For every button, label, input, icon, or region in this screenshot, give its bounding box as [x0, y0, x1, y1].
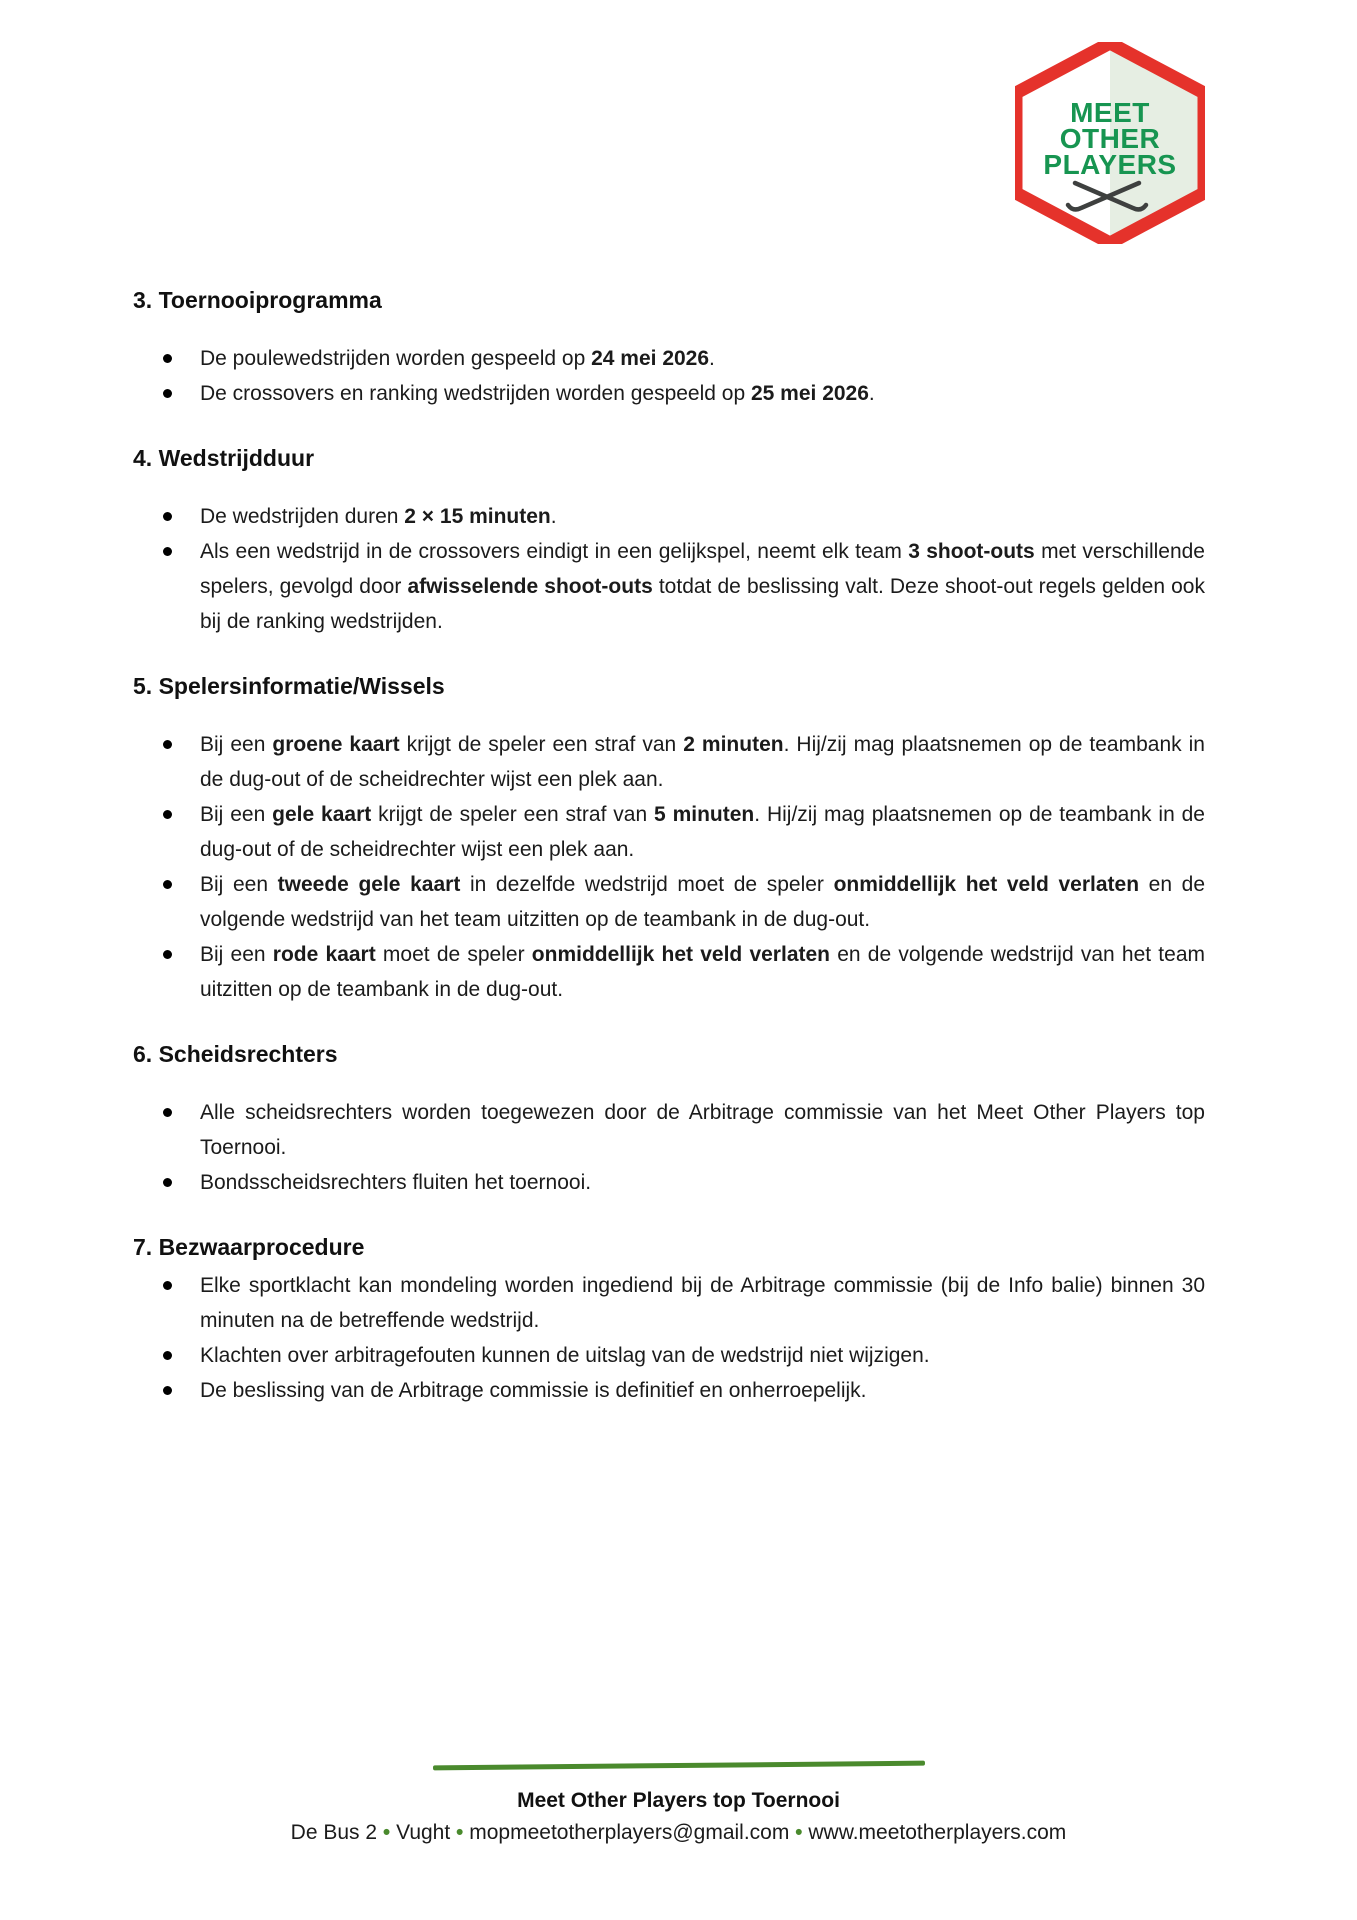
bullet-marker-icon [163, 547, 172, 556]
section-heading: 7. Bezwaarprocedure [133, 1234, 365, 1260]
footer-address-part: Vught [396, 1821, 451, 1844]
bullet-marker-icon [163, 354, 172, 363]
logo-text-line: PLAYERS [1043, 149, 1177, 180]
meet-other-players-logo [1015, 42, 1205, 244]
separator-dot: • [377, 1821, 397, 1844]
bullet-text: Bij een rode kaart moet de speler onmiddellijk het veld verlaten en de volgende wedstrijd van het team uitzitten op de teambank in de dug-out. [200, 943, 1205, 1001]
bullet-text: De poulewedstrijden worden gespeeld op 24 mei 2026. [200, 347, 715, 370]
bullet-marker-icon [163, 1281, 172, 1290]
section-heading: 4. Wedstrijdduur [133, 445, 315, 471]
bullet-item [133, 797, 1205, 867]
bullet-marker-icon [163, 810, 172, 819]
document-section [133, 444, 1205, 639]
document-section [133, 672, 1205, 1007]
footer-title: Meet Other Players top Toernooi [517, 1789, 840, 1812]
bullet-marker-icon [163, 1108, 172, 1117]
bullet-marker-icon [163, 950, 172, 959]
section-heading: 6. Scheidsrechters [133, 1041, 338, 1067]
bullet-item [133, 1268, 1205, 1338]
logo-text-line: OTHER [1059, 123, 1161, 154]
separator-dot: • [789, 1821, 809, 1844]
bullet-text: De wedstrijden duren 2 × 15 minuten. [200, 505, 557, 528]
bullet-marker-icon [163, 1386, 172, 1395]
document-section [133, 1233, 1205, 1408]
bullet-item [133, 1373, 1205, 1408]
bullet-text: Bondsscheidsrechters fluiten het toernooi. [200, 1171, 592, 1194]
bullet-item [133, 727, 1205, 797]
logo-badge [1015, 42, 1205, 244]
bullet-text: Als een wedstrijd in de crossovers eindigt in een gelijkspel, neemt elk team 3 shoot-outs met verschillende spelers, gevolgd door afwisselende shoot-outs totdat de beslissing valt. Deze shoot-out regels gelden ook bij de ranking wedstrijden. [200, 540, 1205, 633]
bullet-text: Klachten over arbitragefouten kunnen de uitslag van de wedstrijd niet wijzigen. [200, 1344, 930, 1367]
bullet-text: Alle scheidsrechters worden toegewezen door de Arbitrage commissie van het Meet Other Players top Toernooi. [200, 1101, 1205, 1159]
bullet-item [133, 499, 1205, 534]
separator-dot: • [450, 1821, 470, 1844]
document-section [133, 286, 1205, 411]
logo-text-line: MEET [1070, 97, 1150, 128]
document-section [133, 1040, 1205, 1200]
bullet-marker-icon [163, 1178, 172, 1187]
bullet-marker-icon [163, 512, 172, 521]
bullet-text: Bij een gele kaart krijgt de speler een straf van 5 minuten. Hij/zij mag plaatsnemen op de teambank in de dug-out of de scheidrechter wijst een plek aan. [200, 803, 1205, 861]
bullet-marker-icon [163, 740, 172, 749]
bullet-item [133, 341, 1205, 376]
bullet-item [133, 376, 1205, 411]
footer-address-part: mopmeetotherplayers@gmail.com [469, 1821, 790, 1844]
section-bullets [133, 1095, 1205, 1200]
bullet-item [133, 937, 1205, 1007]
bullet-text: Bij een groene kaart krijgt de speler een straf van 2 minuten. Hij/zij mag plaatsnemen op de teambank in de dug-out of de scheidrechter wijst een plek aan. [200, 733, 1205, 791]
section-heading: 5. Spelersinformatie/Wissels [133, 673, 445, 699]
footer-address-part: De Bus 2 [290, 1821, 378, 1844]
bullet-text: De crossovers en ranking wedstrijden worden gespeeld op 25 mei 2026. [200, 382, 875, 405]
bullet-item [133, 1095, 1205, 1165]
section-heading: 3. Toernooiprogramma [133, 287, 382, 313]
bullet-text: De beslissing van de Arbitrage commissie is definitief en onherroepelijk. [200, 1379, 867, 1402]
section-bullets [133, 1268, 1205, 1408]
footer-divider [433, 1761, 925, 1771]
section-bullets [133, 341, 1205, 411]
bullet-item [133, 1338, 1205, 1373]
bullet-text: Bij een tweede gele kaart in dezelfde wedstrijd moet de speler onmiddellijk het veld verlaten en de volgende wedstrijd van het team uitzitten op de teambank in de dug-out. [200, 873, 1206, 931]
bullet-item [133, 1165, 1205, 1200]
bullet-marker-icon [163, 880, 172, 889]
bullet-item [133, 867, 1205, 937]
bullet-text: Elke sportklacht kan mondeling worden ingediend bij de Arbitrage commissie (bij de Info balie) binnen 30 minuten na de betreffende wedstrijd. [200, 1274, 1205, 1332]
section-bullets [133, 499, 1205, 639]
footer-address-part: www.meetotherplayers.com [808, 1821, 1067, 1844]
footer-address [0, 1821, 1357, 1845]
bullet-marker-icon [163, 389, 172, 398]
bullet-item [133, 534, 1205, 639]
document-body [133, 286, 1205, 1408]
bullet-marker-icon [163, 1351, 172, 1360]
section-bullets [133, 727, 1205, 1007]
